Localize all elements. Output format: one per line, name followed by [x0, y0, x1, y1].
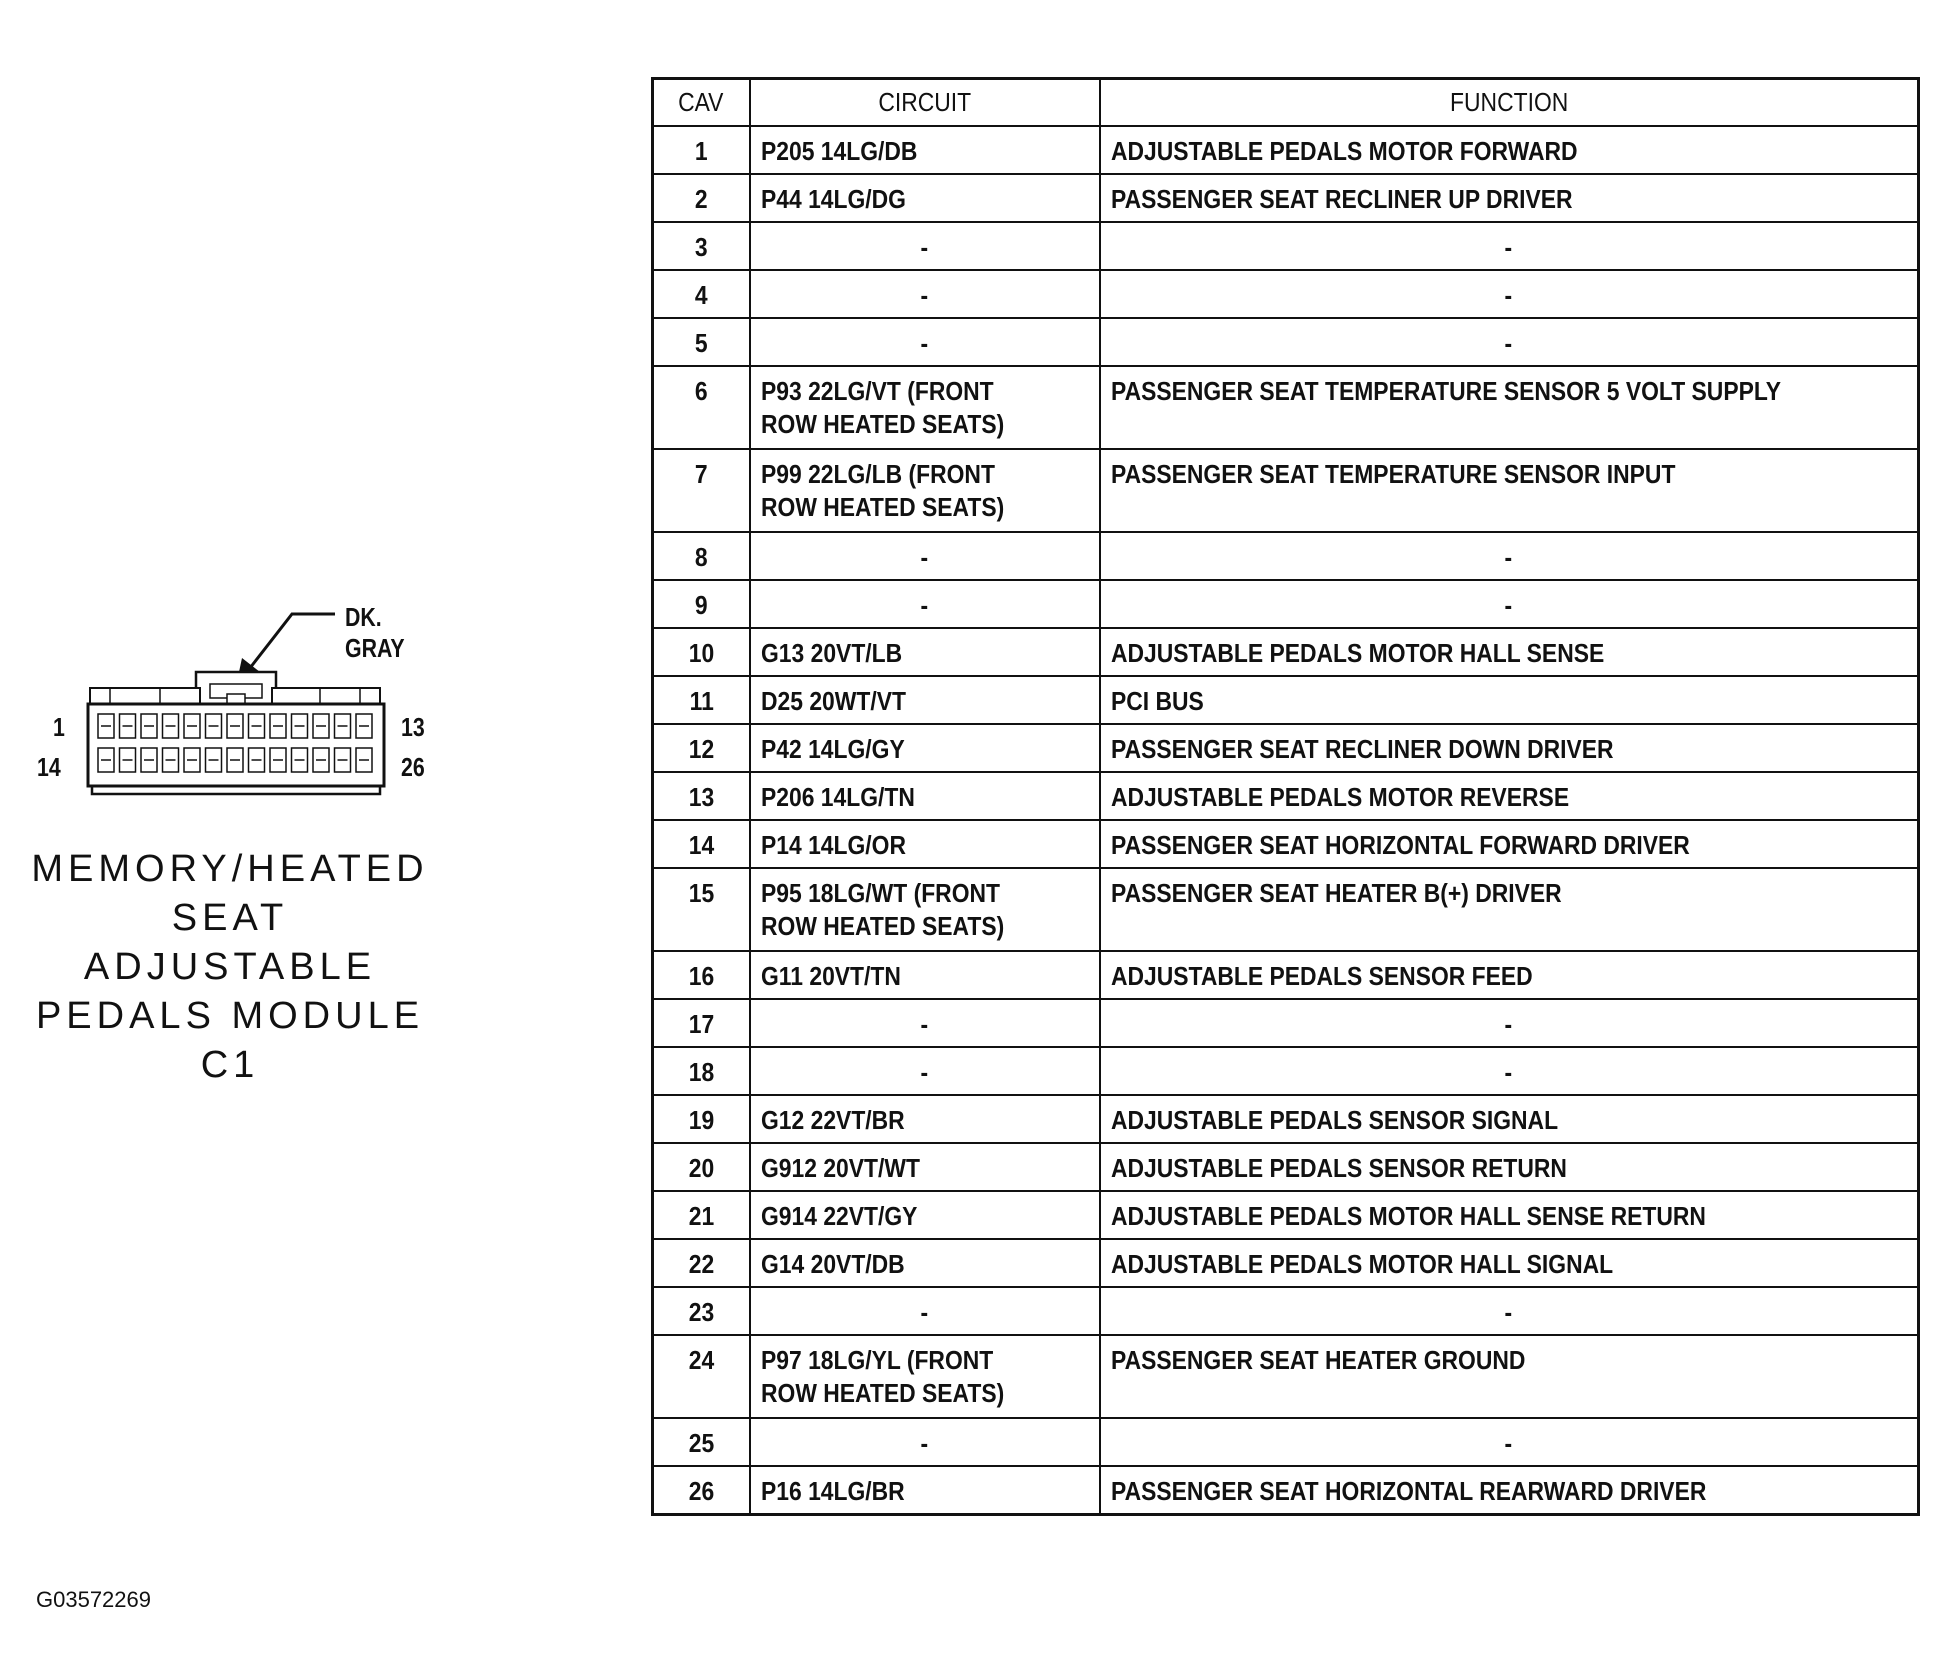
header-function: FUNCTION: [1100, 79, 1919, 127]
circuit-text: P97 18LG/YL (FRONT ROW HEATED SEATS): [760, 1345, 1004, 1408]
cav-text: 11: [689, 686, 714, 716]
table-row: [653, 772, 1919, 820]
table-row: [653, 532, 1919, 580]
table-row: [653, 951, 1919, 999]
circuit-cell: [750, 772, 1100, 820]
table-row: [653, 222, 1919, 270]
circuit-cell: [750, 1095, 1100, 1143]
circuit-text: G12 22VT/BR: [760, 1105, 905, 1135]
header-circuit: CIRCUIT: [750, 79, 1100, 127]
function-cell: [1100, 999, 1919, 1047]
function-cell: [1100, 270, 1919, 318]
cav-text: 20: [688, 1153, 714, 1183]
function-text: ADJUSTABLE PEDALS MOTOR HALL SENSE: [1110, 638, 1604, 668]
function-cell: [1100, 174, 1919, 222]
function-text: -: [1504, 1428, 1513, 1458]
circuit-cell: [750, 868, 1100, 951]
circuit-cell: [750, 532, 1100, 580]
connector-name: MEMORY/HEATED SEAT ADJUSTABLE PEDALS MODULE C1: [31, 848, 429, 1086]
circuit-text: P206 14LG/TN: [760, 782, 915, 812]
function-text: ADJUSTABLE PEDALS SENSOR FEED: [1110, 961, 1533, 991]
cav-text: 23: [688, 1297, 714, 1327]
cav-cell: [653, 449, 750, 532]
cav-cell: [653, 1239, 750, 1287]
pin-label-26: 26: [401, 752, 425, 782]
table-row: [653, 1418, 1919, 1466]
table-row: [653, 1466, 1919, 1514]
circuit-cell: [750, 820, 1100, 868]
function-text: PASSENGER SEAT HORIZONTAL FORWARD DRIVER: [1110, 830, 1690, 860]
cav-text: 16: [688, 961, 714, 991]
cav-cell: [653, 676, 750, 724]
cav-cell: [653, 1143, 750, 1191]
circuit-text: -: [920, 542, 929, 572]
pin-label-14: 14: [37, 752, 61, 782]
cav-text: 10: [688, 638, 714, 668]
function-cell: [1100, 1143, 1919, 1191]
cav-text: 4: [694, 280, 708, 310]
cav-cell: [653, 318, 750, 366]
cav-text: 18: [688, 1057, 714, 1087]
circuit-text: -: [920, 1009, 929, 1039]
circuit-cell: [750, 174, 1100, 222]
function-text: -: [1504, 542, 1513, 572]
cav-cell: [653, 222, 750, 270]
cav-text: 19: [688, 1105, 714, 1135]
cav-text: 13: [688, 782, 714, 812]
cav-cell: [653, 1287, 750, 1335]
table-row: [653, 366, 1919, 449]
table-row: [653, 1239, 1919, 1287]
cav-text: 22: [688, 1249, 714, 1279]
circuit-text: -: [920, 280, 929, 310]
pin-label-13: 13: [401, 712, 425, 742]
cav-cell: [653, 126, 750, 174]
circuit-text: -: [920, 1428, 929, 1458]
cav-cell: [653, 724, 750, 772]
cav-cell: [653, 951, 750, 999]
circuit-text: G914 22VT/GY: [760, 1201, 917, 1231]
table-row: [653, 1191, 1919, 1239]
circuit-text: P14 14LG/OR: [760, 830, 906, 860]
cav-text: 9: [694, 590, 708, 620]
table-row: [653, 580, 1919, 628]
function-cell: [1100, 1287, 1919, 1335]
function-text: PASSENGER SEAT HEATER GROUND: [1110, 1345, 1525, 1375]
color-leader-line: [250, 614, 335, 668]
table-row: [653, 1047, 1919, 1095]
cav-text: 24: [688, 1345, 714, 1375]
circuit-text: G11 20VT/TN: [760, 961, 901, 991]
cav-cell: [653, 532, 750, 580]
cav-cell: [653, 174, 750, 222]
circuit-text: P42 14LG/GY: [760, 734, 905, 764]
cav-cell: [653, 1095, 750, 1143]
circuit-cell: [750, 1047, 1100, 1095]
circuit-cell: [750, 126, 1100, 174]
circuit-text: D25 20WT/VT: [760, 686, 906, 716]
figure-id: G03572269: [36, 1587, 151, 1612]
table-row: [653, 724, 1919, 772]
cav-text: 6: [694, 376, 708, 406]
circuit-text: G13 20VT/LB: [760, 638, 902, 668]
function-text: -: [1504, 328, 1513, 358]
function-cell: [1100, 1335, 1919, 1418]
table-row: [653, 676, 1919, 724]
pinout-table: [651, 77, 1920, 1516]
cav-cell: [653, 580, 750, 628]
table-row: [653, 1287, 1919, 1335]
cav-cell: [653, 1335, 750, 1418]
header-cav: CAV: [653, 79, 750, 127]
circuit-cell: [750, 270, 1100, 318]
function-cell: [1100, 868, 1919, 951]
function-text: PASSENGER SEAT TEMPERATURE SENSOR 5 VOLT SUPPLY: [1110, 376, 1781, 406]
cav-text: 26: [688, 1476, 714, 1506]
table-row: [653, 270, 1919, 318]
circuit-cell: [750, 724, 1100, 772]
function-text: ADJUSTABLE PEDALS SENSOR RETURN: [1110, 1153, 1567, 1183]
function-cell: [1100, 1418, 1919, 1466]
function-text: PASSENGER SEAT HEATER B(+) DRIVER: [1110, 878, 1562, 908]
function-text: PCI BUS: [1110, 686, 1204, 716]
cav-text: 3: [694, 232, 708, 262]
circuit-text: -: [920, 1057, 929, 1087]
table-row: [653, 868, 1919, 951]
function-cell: [1100, 628, 1919, 676]
circuit-cell: [750, 628, 1100, 676]
table-row: [653, 126, 1919, 174]
function-text: -: [1504, 1009, 1513, 1039]
function-text: -: [1504, 280, 1513, 310]
cav-text: 21: [688, 1201, 714, 1231]
function-cell: [1100, 532, 1919, 580]
function-cell: [1100, 951, 1919, 999]
cav-cell: [653, 1047, 750, 1095]
function-text: -: [1504, 1297, 1513, 1327]
circuit-text: -: [920, 590, 929, 620]
circuit-cell: [750, 222, 1100, 270]
function-cell: [1100, 724, 1919, 772]
function-cell: [1100, 222, 1919, 270]
cav-cell: [653, 270, 750, 318]
circuit-cell: [750, 1143, 1100, 1191]
pin-label-1: 1: [53, 712, 65, 742]
function-cell: [1100, 820, 1919, 868]
circuit-cell: [750, 1239, 1100, 1287]
function-text: PASSENGER SEAT RECLINER UP DRIVER: [1110, 184, 1572, 214]
circuit-cell: [750, 449, 1100, 532]
function-cell: [1100, 318, 1919, 366]
cav-text: 14: [688, 830, 714, 860]
cav-cell: [653, 999, 750, 1047]
table-row: [653, 318, 1919, 366]
table-row: [653, 999, 1919, 1047]
function-text: ADJUSTABLE PEDALS MOTOR REVERSE: [1110, 782, 1569, 812]
circuit-text: P16 14LG/BR: [760, 1476, 905, 1506]
function-cell: [1100, 366, 1919, 449]
table-row: [653, 1143, 1919, 1191]
pinout-body: [653, 126, 1919, 1514]
function-text: PASSENGER SEAT TEMPERATURE SENSOR INPUT: [1110, 459, 1675, 489]
circuit-cell: [750, 1287, 1100, 1335]
circuit-text: P205 14LG/DB: [760, 136, 917, 166]
cav-text: 2: [694, 184, 708, 214]
cav-cell: [653, 868, 750, 951]
circuit-text: -: [920, 1297, 929, 1327]
circuit-cell: [750, 1335, 1100, 1418]
function-text: ADJUSTABLE PEDALS MOTOR FORWARD: [1110, 136, 1578, 166]
cav-text: 25: [688, 1428, 714, 1458]
table-row: [653, 449, 1919, 532]
function-cell: [1100, 676, 1919, 724]
circuit-text: P44 14LG/DG: [760, 184, 906, 214]
circuit-text: -: [920, 232, 929, 262]
cav-text: 1: [694, 136, 708, 166]
function-cell: [1100, 772, 1919, 820]
circuit-text: G912 20VT/WT: [760, 1153, 920, 1183]
circuit-cell: [750, 676, 1100, 724]
connector-illustration: [20, 590, 460, 820]
cav-cell: [653, 820, 750, 868]
table-header-row: [653, 79, 1919, 127]
cav-text: 5: [694, 328, 708, 358]
circuit-cell: [750, 580, 1100, 628]
cav-cell: [653, 628, 750, 676]
function-cell: [1100, 1095, 1919, 1143]
cav-text: 8: [694, 542, 708, 572]
cav-text: 12: [688, 734, 714, 764]
function-cell: [1100, 580, 1919, 628]
function-text: PASSENGER SEAT HORIZONTAL REARWARD DRIVER: [1110, 1476, 1706, 1506]
function-cell: [1100, 126, 1919, 174]
function-text: -: [1504, 232, 1513, 262]
circuit-cell: [750, 318, 1100, 366]
function-text: ADJUSTABLE PEDALS MOTOR HALL SENSE RETURN: [1110, 1201, 1706, 1231]
circuit-cell: [750, 999, 1100, 1047]
cav-text: 7: [694, 459, 708, 489]
cav-text: 15: [688, 878, 714, 908]
cav-text: 17: [688, 1009, 714, 1039]
function-cell: [1100, 1466, 1919, 1514]
function-text: -: [1504, 1057, 1513, 1087]
circuit-text: G14 20VT/DB: [760, 1249, 905, 1279]
cav-cell: [653, 366, 750, 449]
circuit-cell: [750, 366, 1100, 449]
function-text: PASSENGER SEAT RECLINER DOWN DRIVER: [1110, 734, 1614, 764]
circuit-cell: [750, 1418, 1100, 1466]
circuit-cell: [750, 951, 1100, 999]
function-cell: [1100, 1239, 1919, 1287]
table-row: [653, 628, 1919, 676]
function-text: ADJUSTABLE PEDALS MOTOR HALL SIGNAL: [1110, 1249, 1613, 1279]
table-row: [653, 1095, 1919, 1143]
cav-cell: [653, 1466, 750, 1514]
function-cell: [1100, 449, 1919, 532]
function-cell: [1100, 1191, 1919, 1239]
cav-cell: [653, 1191, 750, 1239]
function-text: -: [1504, 590, 1513, 620]
function-text: ADJUSTABLE PEDALS SENSOR SIGNAL: [1110, 1105, 1558, 1135]
cav-cell: [653, 772, 750, 820]
function-cell: [1100, 1047, 1919, 1095]
circuit-cell: [750, 1191, 1100, 1239]
table-row: [653, 1335, 1919, 1418]
table-row: [653, 820, 1919, 868]
circuit-text: P99 22LG/LB (FRONT ROW HEATED SEATS): [760, 459, 1004, 522]
connector-color-label: DK. GRAY: [345, 602, 405, 663]
cav-cell: [653, 1418, 750, 1466]
circuit-text: P93 22LG/VT (FRONT ROW HEATED SEATS): [760, 376, 1004, 439]
table-row: [653, 174, 1919, 222]
circuit-text: -: [920, 328, 929, 358]
circuit-cell: [750, 1466, 1100, 1514]
circuit-text: P95 18LG/WT (FRONT ROW HEATED SEATS): [760, 878, 1004, 941]
